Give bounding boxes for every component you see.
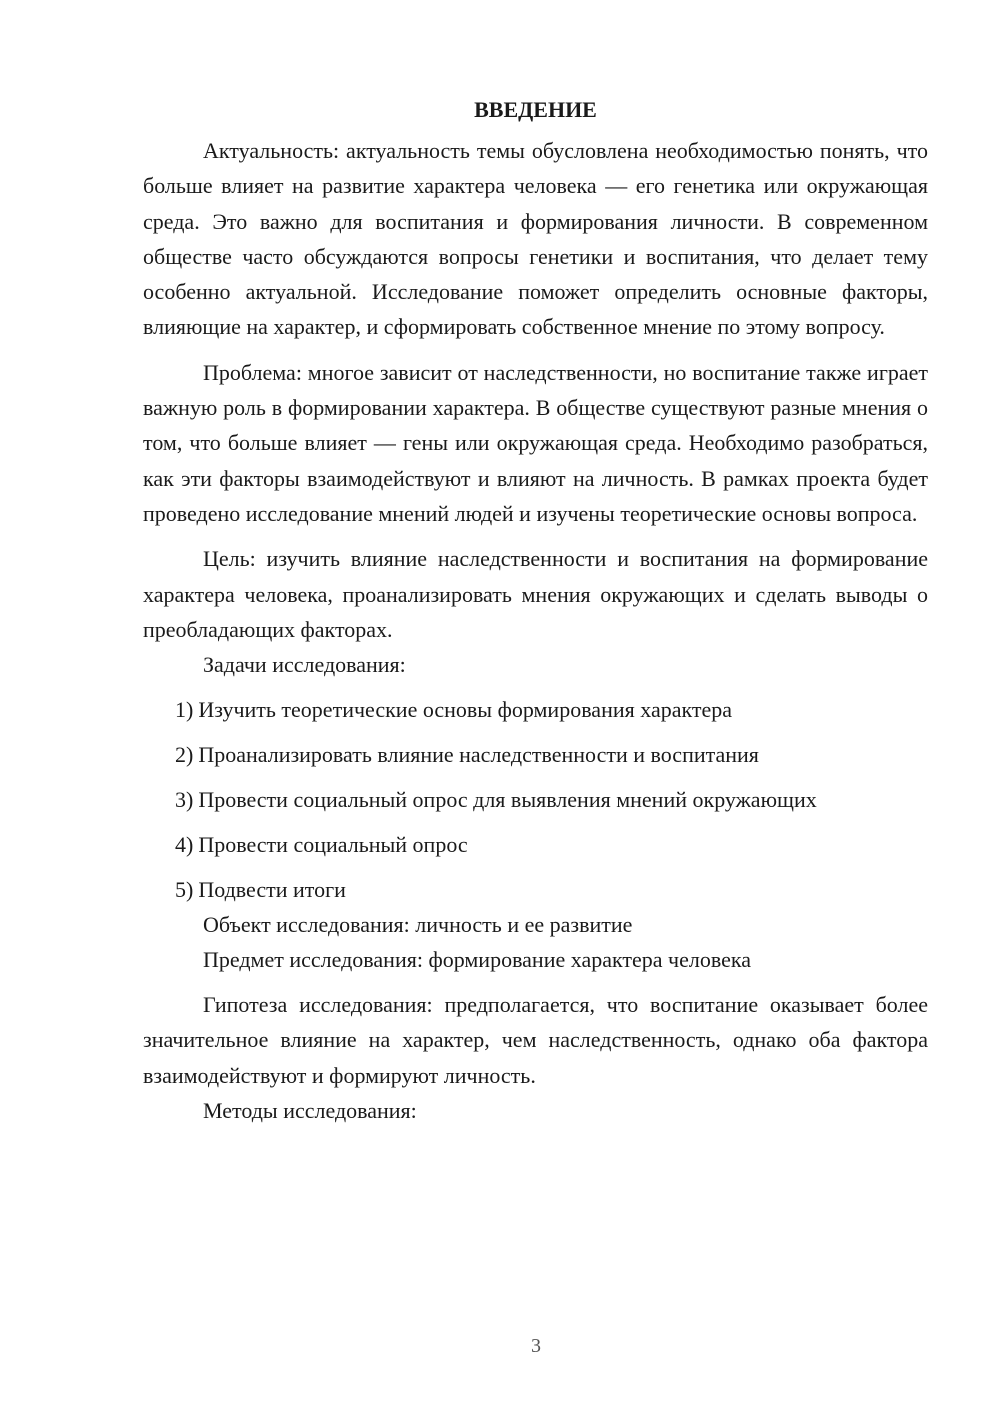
list-item-number: 2)	[175, 742, 194, 768]
list-item-text: Подвести итоги	[198, 877, 346, 903]
list-item	[143, 692, 928, 727]
list-item-text: Проанализировать влияние наследственности и воспитания	[198, 742, 759, 768]
tasks-label: Задачи исследования:	[203, 652, 406, 678]
section-heading: ВВЕДЕНИЕ	[474, 97, 597, 122]
list-item-text: Провести социальный опрос для выявления мнений окружающих	[198, 787, 817, 813]
methods-label: Методы исследования:	[203, 1098, 417, 1124]
list-item-number: 1)	[175, 697, 194, 723]
hypothesis-paragraph: Гипотеза исследования: предполагается, что воспитание оказывает более значительное влияние на характер, чем наследственность, однако оба фактора взаимодействуют и формируют личность.	[143, 992, 928, 1088]
list-item-text: Провести социальный опрос	[198, 832, 468, 858]
tasks-list	[143, 692, 928, 907]
list-item-text: Изучить теоретические основы формирования характера	[198, 697, 733, 723]
list-item	[143, 737, 928, 772]
goal-paragraph: Цель: изучить влияние наследственности и воспитания на формирование характера человека, проанализировать мнения окружающих и сделать выводы о преобладающих факторах.	[143, 546, 928, 642]
page-number: 3	[531, 1335, 541, 1357]
list-item	[143, 872, 928, 907]
list-item-number: 4)	[175, 832, 194, 858]
page-content	[143, 92, 928, 1128]
list-item	[143, 782, 928, 817]
problem-paragraph: Проблема: многое зависит от наследственности, но воспитание также играет важную роль в формировании характера. В обществе существуют разные мнения о том, что больше влияет — гены или окружающая среда. Необходимо разобраться, как эти факторы взаимодействуют и влияют на личность. В рамках проекта будет проведено исследование мнений людей и изучены теоретические основы вопроса.	[143, 359, 928, 526]
relevance-paragraph: Актуальность: актуальность темы обусловлена необходимостью понять, что больше влияет на развитие характера человека — его генетика или окружающая среда. Это важно для воспитания и формирования личности. В современном обществе часто обсуждаются вопросы генетики и воспитания, что делает тему особенно актуальной. Исследование поможет определить основные факторы, влияющие на характер, и сформировать собственное мнение по этому вопросу.	[143, 138, 928, 340]
research-object: Объект исследования: личность и ее развитие	[203, 912, 633, 938]
list-item	[143, 827, 928, 862]
research-subject: Предмет исследования: формирование характера человека	[203, 947, 751, 973]
list-item-number: 3)	[175, 787, 194, 813]
list-item-number: 5)	[175, 877, 194, 903]
